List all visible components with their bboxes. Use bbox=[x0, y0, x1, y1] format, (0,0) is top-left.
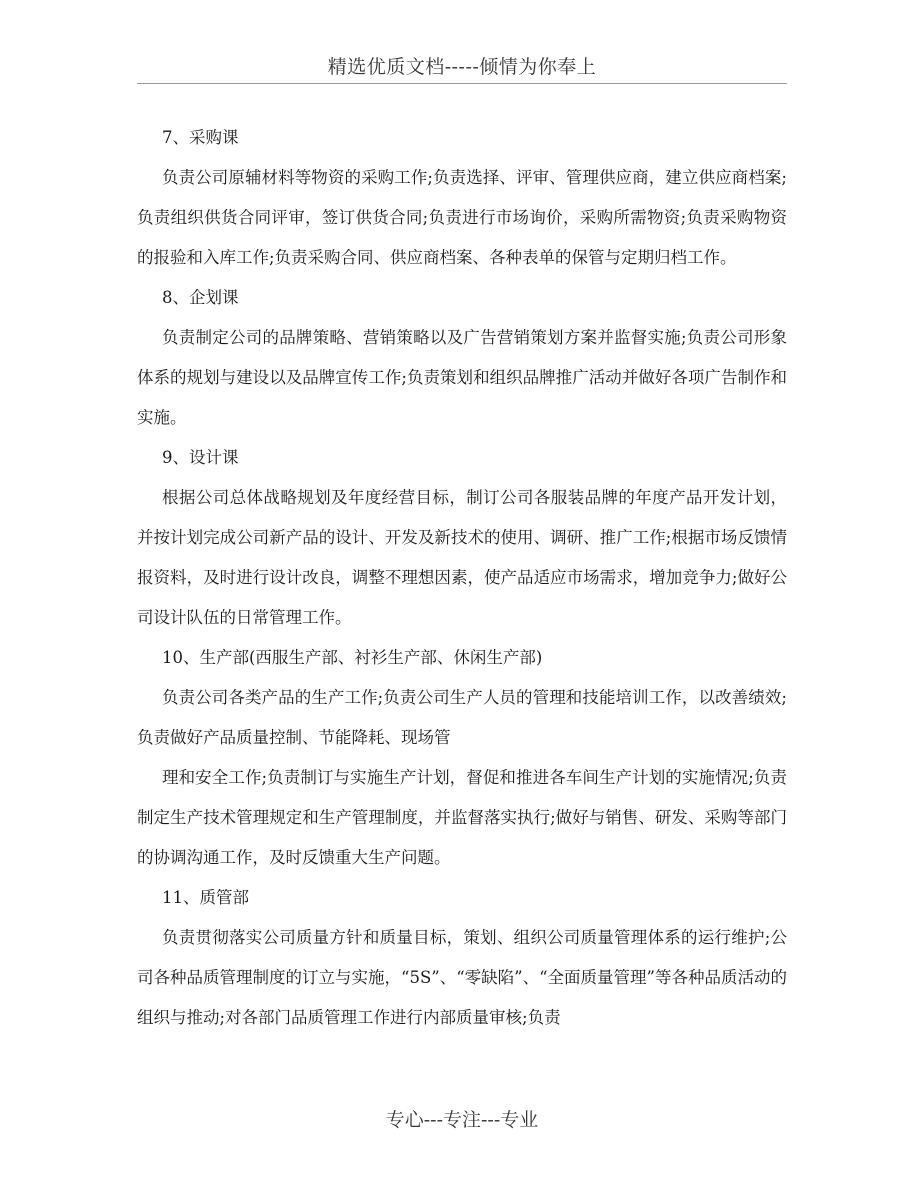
header-divider bbox=[137, 83, 787, 84]
section-paragraph: 负责公司各类产品的生产工作;负责公司生产人员的管理和技能培训工作，以改善绩效;负责做好产品质量控制、节能降耗、现场管 bbox=[137, 688, 787, 747]
page-header: 精选优质文档-----倾情为你奉上 bbox=[327, 56, 597, 78]
section-heading: 8、企划课 bbox=[162, 288, 239, 307]
section-heading: 10、生产部(西服生产部、衬衫生产部、休闲生产部) bbox=[162, 648, 543, 667]
section-heading: 11、质管部 bbox=[162, 888, 249, 907]
section-planning bbox=[137, 278, 787, 438]
section-production bbox=[137, 638, 787, 878]
section-paragraph: 根据公司总体战略规划及年度经营目标，制订公司各服装品牌的年度产品开发计划，并按计划完成公司新产品的设计、开发及新技术的使用、调研、推广工作;根据市场反馈情报资料，及时进行设计改良，调整不理想因素，使产品适应市场需求，增加竞争力;做好公司设计队伍的日常管理工作。 bbox=[137, 488, 787, 627]
section-design bbox=[137, 438, 787, 638]
section-paragraph: 负责贯彻落实公司质量方针和质量目标，策划、组织公司质量管理体系的运行维护;公司各种品质管理制度的订立与实施，“5S”、“零缺陷”、“全面质量管理”等各种品质活动的组织与推动;对各部门品质管理工作进行内部质量审核;负责 bbox=[137, 928, 787, 1027]
section-heading: 9、设计课 bbox=[162, 448, 239, 467]
section-paragraph: 负责制定公司的品牌策略、营销策略以及广告营销策划方案并监督实施;负责公司形象体系的规划与建设以及品牌宣传工作;负责策划和组织品牌推广活动并做好各项广告制作和实施。 bbox=[137, 328, 787, 427]
section-quality bbox=[137, 878, 787, 1038]
document-body bbox=[137, 118, 787, 1038]
section-purchasing bbox=[137, 118, 787, 278]
section-heading: 7、采购课 bbox=[162, 128, 239, 147]
section-paragraph: 负责公司原辅材料等物资的采购工作;负责选择、评审、管理供应商，建立供应商档案;负责组织供货合同评审，签订供货合同;负责进行市场询价，采购所需物资;负责采购物资的报验和入库工作;负责采购合同、供应商档案、各种表单的保管与定期归档工作。 bbox=[137, 168, 787, 267]
section-paragraph: 理和安全工作;负责制订与实施生产计划，督促和推进各车间生产计划的实施情况;负责制定生产技术管理规定和生产管理制度，并监督落实执行;做好与销售、研发、采购等部门的协调沟通工作，及时反馈重大生产问题。 bbox=[137, 768, 787, 867]
page-footer: 专心---专注---专业 bbox=[385, 1109, 539, 1131]
